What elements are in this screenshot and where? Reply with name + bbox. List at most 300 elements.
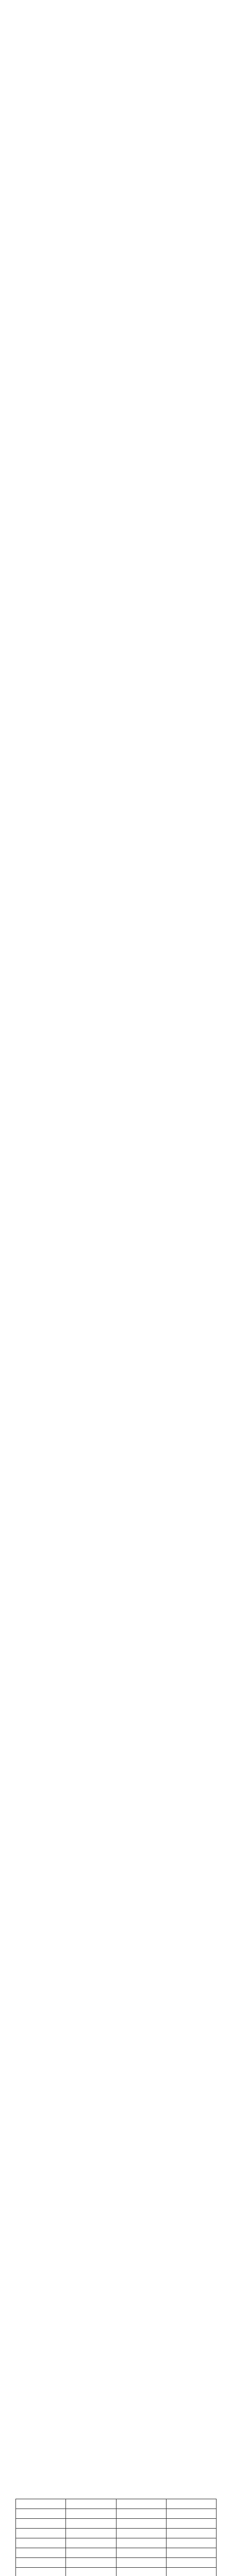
body-line <box>15 1239 217 1245</box>
body-line <box>15 1336 217 1342</box>
body-line <box>15 238 217 244</box>
body-line <box>15 2054 217 2059</box>
body-line <box>15 1971 217 1977</box>
body-line <box>15 1732 217 1738</box>
body-line <box>15 1687 217 1693</box>
body-line <box>15 522 217 528</box>
table-row <box>16 2529 217 2538</box>
table-row <box>16 2509 217 2519</box>
body-line <box>15 477 217 483</box>
body-line <box>15 335 217 341</box>
body-line <box>15 1112 217 1117</box>
table-cell <box>116 2568 166 2576</box>
body-line <box>15 2001 217 2007</box>
body-line <box>15 1127 217 1132</box>
body-line <box>15 507 217 513</box>
body-line <box>15 1374 217 1379</box>
body-line <box>15 1926 217 1932</box>
body-line <box>15 230 217 236</box>
table-cell <box>166 2509 216 2519</box>
body-line <box>15 671 217 677</box>
body-line <box>15 178 217 184</box>
table-cell <box>16 2519 66 2529</box>
body-line <box>15 350 217 355</box>
body-line <box>15 1904 217 1910</box>
body-line <box>15 1859 217 1865</box>
body-line <box>15 2031 217 2037</box>
body-line <box>15 574 217 580</box>
body-line <box>15 1807 217 1812</box>
body-line <box>15 843 217 849</box>
body-line <box>15 59 217 64</box>
body-line <box>15 1919 217 1925</box>
body-line <box>15 1822 217 1827</box>
body-line <box>15 783 217 789</box>
body-line <box>15 1964 217 1970</box>
body-line <box>15 791 217 796</box>
body-line <box>15 1867 217 1872</box>
body-line <box>15 1605 217 1611</box>
body-line <box>15 81 217 87</box>
body-line <box>15 858 217 863</box>
body-line <box>15 1553 217 1558</box>
body-line <box>15 1418 217 1424</box>
body-line <box>15 298 217 303</box>
body-line <box>15 1747 217 1753</box>
body-line <box>15 686 217 692</box>
table-cell <box>116 2499 166 2509</box>
body-line <box>15 1650 217 1656</box>
body-line <box>15 1067 217 1073</box>
body-line <box>15 1105 217 1110</box>
body-line <box>15 66 217 72</box>
body-line <box>15 1546 217 1551</box>
body-line <box>15 1486 217 1492</box>
body-line <box>15 104 217 109</box>
table-cell <box>16 2499 66 2509</box>
body-line <box>15 1941 217 1947</box>
body-line <box>15 2173 217 2179</box>
table-cell <box>16 2529 66 2538</box>
table-row <box>16 2548 217 2558</box>
body-line <box>15 2345 217 2350</box>
body-line <box>15 395 217 400</box>
body-line <box>15 74 217 79</box>
body-line <box>15 1523 217 1529</box>
body-line <box>15 432 217 438</box>
body-line <box>15 918 217 923</box>
body-line <box>15 417 217 423</box>
body-line <box>15 2248 217 2253</box>
body-line <box>15 51 217 57</box>
body-line <box>15 425 217 430</box>
body-line <box>15 1620 217 1626</box>
body-line <box>15 813 217 819</box>
table-cell <box>16 2509 66 2519</box>
body-line <box>15 2270 217 2276</box>
body-line <box>15 260 217 266</box>
body-line <box>15 723 217 729</box>
body-line <box>15 1695 217 1701</box>
body-line <box>15 612 217 617</box>
body-line <box>15 1568 217 1573</box>
body-line <box>15 2330 217 2335</box>
table-cell <box>16 2558 66 2568</box>
body-line <box>15 1411 217 1417</box>
body-line <box>15 2069 217 2074</box>
table-cell <box>66 2558 116 2568</box>
body-line <box>15 1508 217 1514</box>
body-line <box>15 619 217 624</box>
table-cell <box>166 2529 216 2538</box>
body-line <box>15 2188 217 2194</box>
body-line <box>15 1979 217 1985</box>
body-line <box>15 1022 217 1028</box>
body-line <box>15 1583 217 1588</box>
body-line <box>15 1284 217 1290</box>
table-cell <box>66 2509 116 2519</box>
body-line <box>15 2009 217 2014</box>
body-line <box>15 888 217 893</box>
body-line <box>15 1448 217 1454</box>
body-line <box>15 1000 217 1006</box>
body-line <box>15 1157 217 1162</box>
body-line <box>15 320 217 326</box>
body-line <box>15 2240 217 2246</box>
body-line <box>15 1403 217 1409</box>
body-line <box>15 1657 217 1663</box>
body-line <box>15 2098 217 2104</box>
body-line <box>15 1299 217 1304</box>
body-line <box>15 1501 217 1506</box>
body-line <box>15 738 217 744</box>
body-line <box>15 2210 217 2216</box>
body-line <box>15 895 217 901</box>
body-line <box>15 2091 217 2096</box>
plan-title <box>23 1211 209 1220</box>
body-line <box>15 148 217 154</box>
body-line <box>15 1277 217 1282</box>
form-title <box>41 2488 191 2495</box>
body-line <box>15 1269 217 1275</box>
body-line <box>15 2308 217 2313</box>
body-line <box>15 708 217 714</box>
notice-title <box>23 21 209 30</box>
table-cell <box>116 2519 166 2529</box>
body-line <box>15 2225 217 2231</box>
body-line <box>15 1672 217 1678</box>
body-line <box>15 1911 217 1917</box>
table-cell <box>166 2519 216 2529</box>
body-line <box>15 1388 217 1394</box>
body-line <box>15 828 217 834</box>
body-line <box>15 96 217 101</box>
body-line <box>15 1396 217 1402</box>
body-line <box>15 1075 217 1080</box>
body-line <box>15 716 217 722</box>
body-line <box>15 2165 217 2171</box>
body-line <box>15 1426 217 1432</box>
body-line <box>15 1725 217 1731</box>
body-line <box>15 582 217 587</box>
body-line <box>15 1149 217 1155</box>
body-line <box>15 2382 217 2388</box>
body-line <box>15 753 217 759</box>
table-cell <box>66 2568 116 2576</box>
body-line <box>15 1844 217 1850</box>
body-line <box>15 604 217 609</box>
attachment-label <box>15 2468 77 2473</box>
body-line <box>15 1642 217 1648</box>
body-line <box>15 1665 217 1671</box>
body-line <box>15 693 217 699</box>
body-line <box>15 1366 217 1372</box>
body-line <box>15 2150 217 2156</box>
body-line <box>15 2367 217 2373</box>
body-line <box>15 2233 217 2239</box>
body-line <box>15 2278 217 2283</box>
body-line <box>15 2076 217 2081</box>
body-line <box>15 447 217 453</box>
body-line <box>15 1949 217 1955</box>
body-line <box>15 1471 217 1477</box>
body-line <box>15 768 217 774</box>
body-line <box>15 2412 217 2418</box>
body-line <box>15 1635 217 1641</box>
table-cell <box>66 2548 116 2558</box>
body-line <box>15 776 217 782</box>
body-line <box>15 2337 217 2343</box>
body-line <box>15 731 217 737</box>
table-cell <box>16 2568 66 2576</box>
table-row <box>16 2499 217 2509</box>
body-line <box>15 761 217 767</box>
body-line <box>15 1090 217 1095</box>
body-line <box>15 200 217 206</box>
body-line <box>15 484 217 490</box>
body-line <box>15 2389 217 2395</box>
body-line <box>15 2180 217 2186</box>
body-line <box>15 1052 217 1058</box>
body-line <box>15 2203 217 2209</box>
body-line <box>15 1292 217 1297</box>
body-line <box>15 1956 217 1962</box>
body-line <box>15 992 217 998</box>
body-line <box>15 223 217 229</box>
body-line <box>15 1531 217 1536</box>
body-line <box>15 597 217 602</box>
body-line <box>15 701 217 707</box>
body-line <box>15 873 217 878</box>
body-line <box>15 1852 217 1857</box>
body-line <box>15 499 217 505</box>
body-line <box>15 656 217 662</box>
body-line <box>15 1889 217 1895</box>
table-row <box>16 2568 217 2576</box>
plan-title <box>23 1221 209 1230</box>
body-line <box>15 933 217 938</box>
body-line <box>15 567 217 572</box>
body-line <box>15 1120 217 1125</box>
body-line <box>15 1613 217 1618</box>
body-line <box>15 1896 217 1902</box>
body-line <box>15 2039 217 2044</box>
table-row <box>16 2558 217 2568</box>
body-line <box>15 2143 217 2149</box>
body-line <box>15 1015 217 1021</box>
body-line <box>15 1433 217 1439</box>
body-line <box>15 1329 217 1334</box>
body-line <box>15 1538 217 1544</box>
body-line <box>15 2315 217 2320</box>
body-line <box>15 1590 217 1596</box>
body-line <box>15 36 217 42</box>
body-line <box>15 821 217 826</box>
body-line <box>15 2419 217 2425</box>
table-cell <box>66 2538 116 2548</box>
body-line <box>15 492 217 498</box>
body-line <box>15 245 217 251</box>
body-line <box>15 1770 217 1775</box>
body-line <box>15 529 217 535</box>
body-line <box>15 1702 217 1708</box>
table-cell <box>166 2499 216 2509</box>
body-line <box>15 1441 217 1447</box>
body-line <box>15 462 217 468</box>
body-line <box>15 1815 217 1820</box>
body-line <box>15 2195 217 2201</box>
body-line <box>15 1359 217 1364</box>
body-line <box>15 2136 217 2141</box>
body-line <box>15 2106 217 2111</box>
body-line <box>15 372 217 378</box>
body-line <box>15 2293 217 2298</box>
body-line <box>15 1164 217 1170</box>
body-line <box>15 253 217 259</box>
body-line <box>15 358 217 363</box>
body-line <box>15 1254 217 1260</box>
body-line <box>15 454 217 460</box>
plan-title <box>23 1200 209 1210</box>
body-line <box>15 1134 217 1140</box>
body-line <box>15 2128 217 2134</box>
body-line <box>15 439 217 445</box>
body-line <box>15 185 217 191</box>
body-line <box>15 1307 217 1312</box>
body-line <box>15 798 217 804</box>
body-line <box>15 2300 217 2306</box>
body-line <box>15 626 217 632</box>
table-cell <box>116 2529 166 2538</box>
body-line <box>15 1882 217 1887</box>
body-line <box>15 89 217 94</box>
table-cell <box>16 2548 66 2558</box>
body-line <box>15 402 217 408</box>
body-line <box>15 1710 217 1716</box>
body-line <box>15 552 217 557</box>
table-cell <box>16 2538 66 2548</box>
body-line <box>15 1007 217 1013</box>
body-line <box>15 1598 217 1603</box>
body-line <box>15 1785 217 1790</box>
body-line <box>15 1463 217 1469</box>
body-line <box>15 1045 217 1050</box>
body-line <box>15 1142 217 1147</box>
body-line <box>15 313 217 318</box>
body-line <box>15 111 217 116</box>
body-line <box>15 955 217 961</box>
body-line <box>15 118 217 124</box>
body-line <box>15 126 217 131</box>
body-line <box>15 343 217 348</box>
body-line <box>15 365 217 370</box>
body-line <box>15 1680 217 1686</box>
body-line <box>15 664 217 669</box>
body-line <box>15 2397 217 2403</box>
signature-line <box>150 1182 217 1188</box>
body-line <box>15 537 217 543</box>
body-line <box>15 1934 217 1940</box>
body-line <box>15 305 217 311</box>
body-line <box>15 1800 217 1805</box>
body-line <box>15 977 217 983</box>
table-row <box>16 2538 217 2548</box>
body-line <box>15 589 217 595</box>
body-line <box>15 544 217 550</box>
table-cell <box>66 2529 116 2538</box>
body-line <box>15 1381 217 1387</box>
body-line <box>15 910 217 916</box>
body-line <box>15 836 217 841</box>
body-line <box>15 1082 217 1088</box>
table-cell <box>166 2568 216 2576</box>
body-line <box>15 679 217 684</box>
body-line <box>15 851 217 856</box>
body-line <box>15 380 217 385</box>
body-line <box>15 1314 217 1319</box>
body-line <box>15 2404 217 2410</box>
body-line <box>15 290 217 296</box>
body-line <box>15 1837 217 1842</box>
table-cell <box>116 2558 166 2568</box>
body-line <box>15 2158 217 2164</box>
body-line <box>15 268 217 274</box>
body-line <box>15 1493 217 1499</box>
body-line <box>15 1755 217 1760</box>
body-line <box>15 649 217 654</box>
body-line <box>15 133 217 139</box>
body-line <box>15 410 217 415</box>
body-line <box>15 2285 217 2291</box>
body-line <box>15 1575 217 1581</box>
body-line <box>15 985 217 991</box>
table-cell <box>66 2499 116 2509</box>
table-cell <box>116 2538 166 2548</box>
body-line <box>15 1037 217 1043</box>
body-line <box>15 44 217 49</box>
body-line <box>15 2061 217 2066</box>
body-line <box>15 962 217 968</box>
body-line <box>15 1262 217 1267</box>
body-line <box>15 1994 217 1999</box>
table-cell <box>116 2509 166 2519</box>
body-line <box>15 1344 217 1349</box>
body-line <box>15 1717 217 1723</box>
body-line <box>15 328 217 333</box>
body-line <box>15 947 217 953</box>
body-line <box>15 2427 217 2433</box>
body-line <box>15 387 217 393</box>
